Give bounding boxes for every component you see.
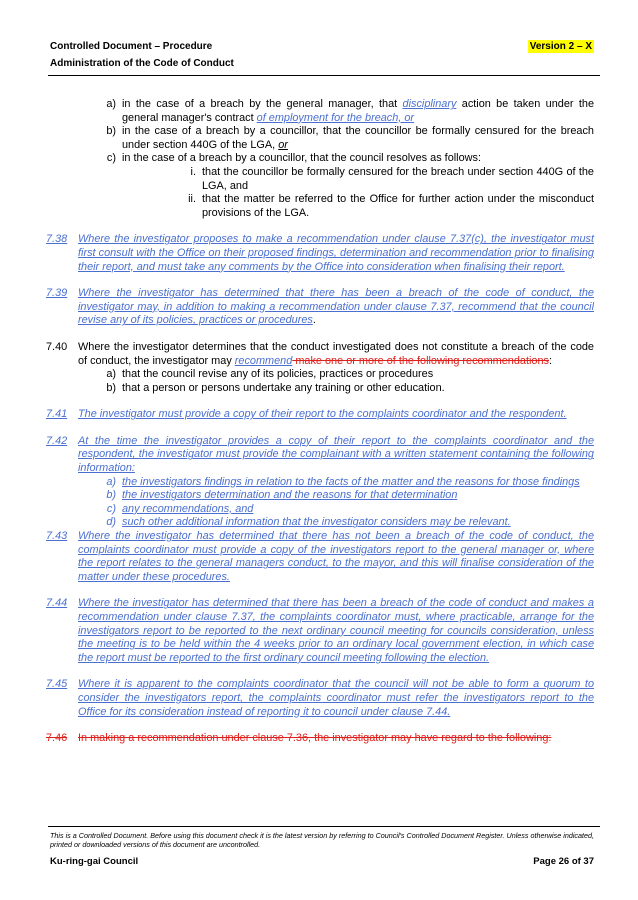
text-run: action be taken under the general manager's contract xyxy=(122,98,594,124)
clause-text: Where it is apparent to the complaints coordinator that the council will not be able to form a quorum to consider the investigators report, the complaints coordinator must refer the investigators report to the Office for its consideration instead of reporting it to council under clause 7.44. xyxy=(78,678,594,718)
list-text: that the matter be referred to the Office for further action under the misconduct provisions of the LGA. xyxy=(202,193,594,219)
list-text: any recommendations, and xyxy=(122,502,254,515)
list-label: c) xyxy=(106,152,116,165)
document-body xyxy=(46,98,594,746)
list-text xyxy=(122,98,594,125)
inserted-text: disciplinary xyxy=(402,98,457,110)
list-item xyxy=(102,368,594,382)
clause-number: 7.39 xyxy=(46,287,68,300)
list-text: that a person or persons undertake any training or other education. xyxy=(122,381,445,394)
footer-divider xyxy=(48,826,600,827)
text-run: in the case of a breach by the general manager, that xyxy=(122,98,403,110)
clause-number: 7.41 xyxy=(46,408,68,421)
text-run: . xyxy=(312,314,316,327)
clause-number: 7.46 xyxy=(46,732,68,745)
clause-text xyxy=(78,341,594,368)
clause-number: 7.45 xyxy=(46,678,68,691)
organisation-name: Ku-ring-gai Council xyxy=(50,856,139,867)
list-item xyxy=(102,503,594,517)
version-badge: Version 2 – X xyxy=(529,41,592,52)
list-item xyxy=(102,382,594,396)
list-text: that the councillor be formally censured for the breach under section 440G of the LGA, and xyxy=(202,165,594,192)
list-label: b) xyxy=(106,125,116,138)
inserted-text: Where the investigator has determined that there has been a breach of the code of conduct, the investigator may, in addition to making a recommendation under clause 7.37, recommend that the council revise any of its policies, practices or procedures xyxy=(78,287,594,327)
inserted-text: or xyxy=(278,138,288,151)
clause-number: 7.40 xyxy=(46,340,68,353)
clause-text: Where the investigator proposes to make a recommendation under clause 7.37(c), the investigator must first consult with the Office on their proposed findings, determination and recommendation prior to finalising their report, and must take any comments by the Office into consideration when finalising their report. xyxy=(78,233,594,273)
list-label: c) xyxy=(106,502,116,515)
clause-text: Where the investigator has determined that there has been a breach of the code of conduct and makes a recommendation under clause 7.37, the complaints coordinator must, where practicable, arrange for the investigators report to be reported to the next ordinary council meeting for councils consideration, unless the meeting is to be held within the 4 weeks prior to an ordinary local government election, in which case the report must be reported to the first ordinary council meeting following the election. xyxy=(78,597,594,664)
sub-list xyxy=(182,166,594,220)
header-divider xyxy=(48,75,600,76)
list-label: b) xyxy=(106,489,116,502)
clause-7-43 xyxy=(46,530,594,584)
list-text: such other additional information that the investigator considers may be relevant. xyxy=(122,516,511,529)
list-text: in the case of a breach by a councillor, that the council resolves as follows: xyxy=(122,152,481,165)
clause-7-45 xyxy=(46,678,594,719)
list-label: a) xyxy=(106,368,116,381)
clause-7-46 xyxy=(46,732,594,746)
clause-text: In making a recommendation under clause 7.36, the investigator may have regard to the following: xyxy=(78,732,552,745)
list-item xyxy=(102,516,594,530)
clause-7-40 xyxy=(46,341,594,368)
inserted-text: of employment for the breach, or xyxy=(256,111,415,124)
inserted-text: recommend xyxy=(234,354,293,367)
clause-7-40-list xyxy=(102,368,594,395)
document-type-title: Controlled Document – Procedure xyxy=(50,41,213,52)
clause-text: At the time the investigator provides a copy of their report to the complaints coordinator and the respondent, the investigator must provide the complainant with a written statement containing the following information: xyxy=(78,434,594,475)
clause-7-42 xyxy=(46,435,594,476)
page-number: Page 26 of 37 xyxy=(533,856,594,867)
list-item xyxy=(182,193,594,220)
controlled-document-notice: This is a Controlled Document. Before using this document check it is the latest version by referring to Council's Controlled Document Register. Unless otherwise indicated, printed or downloaded versions of this document are uncontrolled. xyxy=(50,831,595,849)
clause-text xyxy=(78,287,594,328)
list-text xyxy=(122,125,594,152)
list-text: the investigators determination and the reasons for that determination xyxy=(122,489,458,502)
clause-number: 7.44 xyxy=(46,597,68,610)
list-label: b) xyxy=(106,381,116,394)
list-item xyxy=(182,166,594,193)
text-run: Where the investigator determines that the conduct investigated does not constitute a breach of the code of conduct, the investigator may xyxy=(78,340,594,367)
list-label: a) xyxy=(106,475,116,488)
list-label: ii. xyxy=(188,193,196,206)
clause-text: Where the investigator has determined that there has not been a breach of the code of conduct, the complaints coordinator must provide a copy of the investigators report to the general manager or, where the report relates to the general managers conduct, to the mayor, and this will finalise consideration of the matter under these procedures. xyxy=(78,530,594,583)
list-item xyxy=(102,98,594,125)
deleted-text: make one or more of the following recommendations xyxy=(292,354,549,367)
list-text: the investigators findings in relation to the facts of the matter and the reasons for those findings xyxy=(122,475,580,488)
clause-7-41 xyxy=(46,408,594,422)
list-item xyxy=(102,125,594,152)
clause-number: 7.43 xyxy=(46,530,68,543)
list-text: that the council revise any of its policies, practices or procedures xyxy=(122,368,434,381)
clause-7-44 xyxy=(46,597,594,665)
clause-text: The investigator must provide a copy of their report to the complaints coordinator and the respondent. xyxy=(78,408,567,421)
clause-number: 7.38 xyxy=(46,233,68,246)
clause-7-42-list xyxy=(102,476,594,530)
list-item xyxy=(102,476,594,490)
recommendation-list xyxy=(102,98,594,220)
clause-7-39 xyxy=(46,287,594,328)
list-label: i. xyxy=(190,165,196,178)
list-item xyxy=(102,152,594,166)
text-run: : xyxy=(548,354,553,367)
document-subtitle: Administration of the Code of Conduct xyxy=(50,58,234,69)
list-label: a) xyxy=(106,98,116,110)
list-item xyxy=(102,489,594,503)
list-label: d) xyxy=(106,516,116,529)
clause-number: 7.42 xyxy=(46,434,68,447)
clause-7-38 xyxy=(46,233,594,274)
text-run: in the case of a breach by a councillor, that the councillor be formally censured for the breach under section 440G of the LGA, xyxy=(122,125,594,151)
